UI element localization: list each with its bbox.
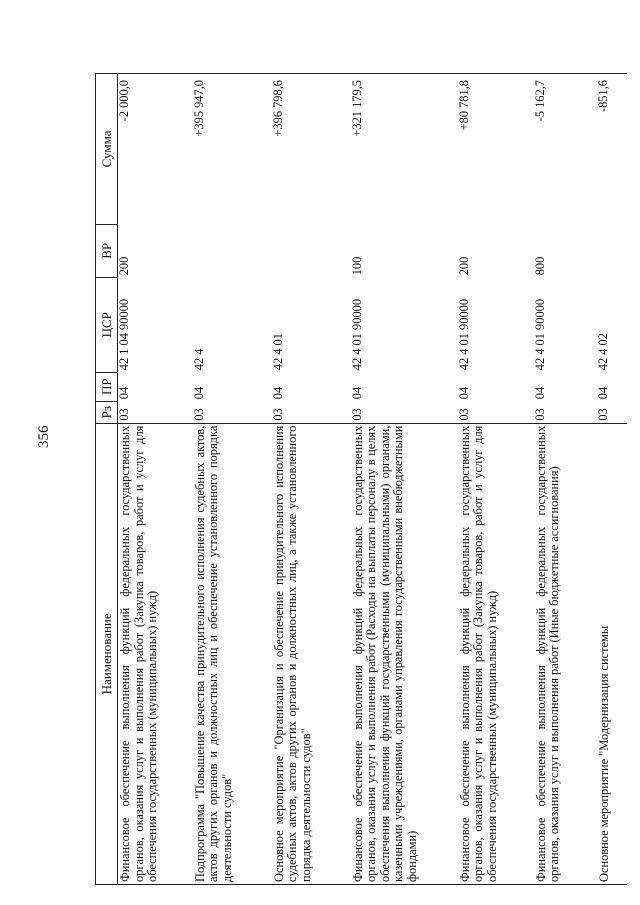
header-rz: Рз <box>96 401 118 423</box>
row-csr: 42 1 04 90000 <box>117 298 131 371</box>
row-vr <box>272 224 351 277</box>
row-pr: 04 <box>191 386 206 400</box>
row-rz: 03 <box>456 408 471 421</box>
row-rz: 03 <box>191 408 206 421</box>
row-vr: 100 <box>349 256 364 276</box>
row-csr: 42 4 01 <box>270 333 285 371</box>
row-sum: +396 798,6 <box>272 74 351 225</box>
table-row <box>597 74 627 885</box>
row-pr: 04 <box>532 386 547 400</box>
header-sum: Сумма <box>96 74 118 225</box>
row-name: Подпрограмма "Повышение качества принудительного исполнения судебных актов, актов других органов и должностных лиц и обеспечение установленного порядка деятельности судов" <box>193 423 272 884</box>
row-sum: +321 179,5 <box>351 74 458 225</box>
page-number: 356 <box>36 425 52 448</box>
row-pr: 04 <box>595 386 610 400</box>
row-name: Финансовое обеспечение выполнения функций федеральных государственных органов, оказания услуг и выполнения работ (Закупка товаров, работ и услуг для обеспечения государственных (муниципальных) нужд) <box>458 423 534 884</box>
row-vr: 200 <box>117 256 131 276</box>
row-csr: 42 4 02 <box>595 333 610 371</box>
table-row <box>118 74 193 885</box>
header-vr: ВР <box>96 224 118 277</box>
budget-table <box>95 73 627 885</box>
row-name: Финансовое обеспечение выполнения функций федеральных государственных органов, оказания услуг и выполнения работ (Иные бюджетные ассигнования) <box>534 423 597 884</box>
row-vr: 800 <box>532 256 547 276</box>
rotated-table-container <box>95 73 615 885</box>
row-vr <box>597 224 627 277</box>
header-csr: ЦСР <box>96 277 118 372</box>
row-rz: 03 <box>117 408 131 421</box>
row-sum: -851,6 <box>597 74 627 225</box>
row-pr: 04 <box>349 386 364 400</box>
table-row <box>351 74 458 885</box>
row-rz: 03 <box>349 408 364 421</box>
row-csr: 42 4 <box>191 348 206 371</box>
row-name: Основное мероприятие "Организация и обеспечение принудительного исполнения судебных актов, актов других органов и должностных лиц, а также установленного порядка деятельности судов" <box>272 423 351 884</box>
header-pr: ПР <box>96 372 118 401</box>
table-row <box>272 74 351 885</box>
row-vr <box>193 224 272 277</box>
row-name: Финансовое обеспечение выполнения функций федеральных государственных органов, оказания услуг и выполнения работ (Закупка товаров, работ и услуг для обеспечения государственных (муниципальных) нужд) <box>118 423 193 884</box>
row-pr: 04 <box>270 386 285 400</box>
header-name: Наименование <box>96 423 118 884</box>
row-rz: 03 <box>270 408 285 421</box>
row-rz: 03 <box>532 408 547 421</box>
table-header-row <box>96 74 118 885</box>
row-csr: 42 4 01 90000 <box>532 298 547 371</box>
row-name: Основное мероприятие "Модернизация системы <box>597 423 627 884</box>
row-pr: 04 <box>117 386 131 400</box>
table-row <box>193 74 272 885</box>
row-sum: -2 000,0 <box>118 74 193 225</box>
row-rz: 03 <box>595 408 610 421</box>
row-csr: 42 4 01 90000 <box>349 298 364 371</box>
row-vr: 200 <box>456 256 471 276</box>
table-row <box>458 74 534 885</box>
row-name: Финансовое обеспечение выполнения функций федеральных государственных органов, оказания услуг и выполнения работ (Расходы на выплаты персоналу в целях обеспечения выполнения функций государственными (муниципальными) органами, казенными учреждениями, органами управления государственными внебюджетными фондами) <box>351 423 458 884</box>
row-sum: -5 162,7 <box>534 74 597 225</box>
row-pr: 04 <box>456 386 471 400</box>
table-row <box>534 74 597 885</box>
row-csr: 42 4 01 90000 <box>456 298 471 371</box>
row-sum: +80 781,8 <box>458 74 534 225</box>
row-sum: +395 947,0 <box>193 74 272 225</box>
